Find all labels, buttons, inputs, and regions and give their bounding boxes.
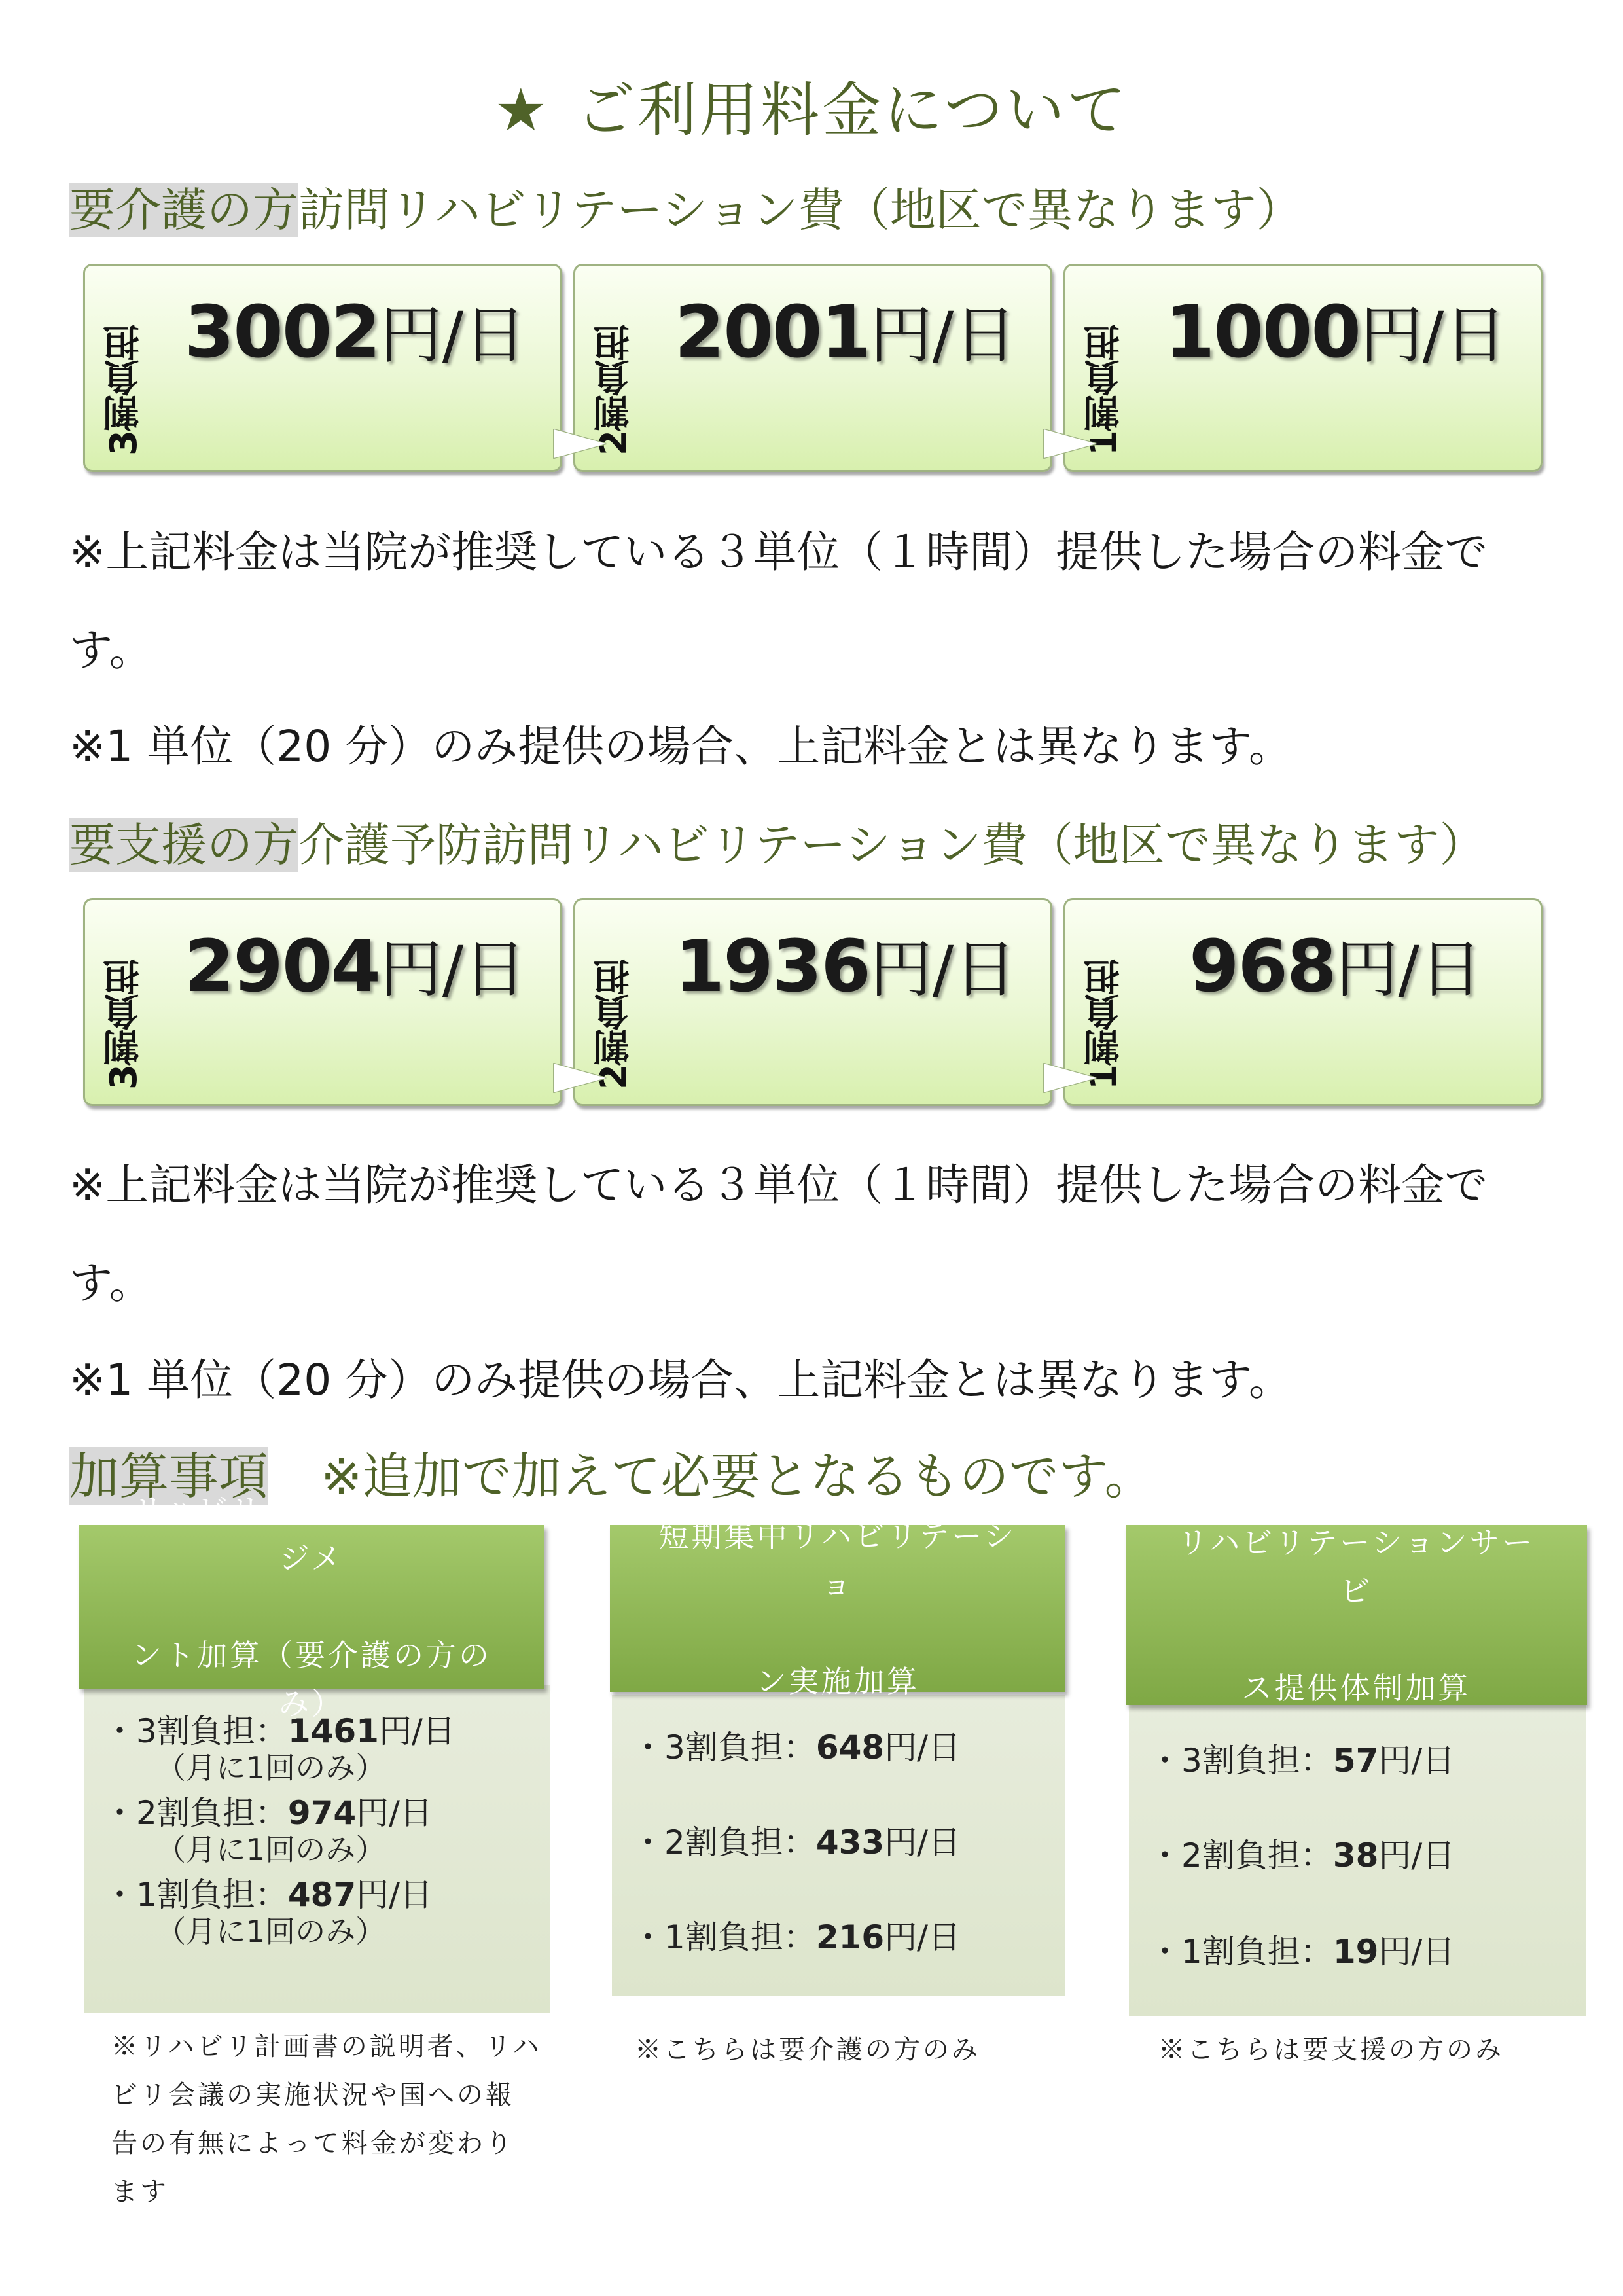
- price-amount: [1137, 920, 1534, 1009]
- addon-card-service-header: [1126, 1525, 1587, 1705]
- addon-item-unit: 円/日: [884, 1918, 961, 1956]
- addon-item-value: 433: [815, 1823, 885, 1861]
- addon-item: [632, 1721, 961, 1768]
- care-note-unit: ※1 単位（20 分）のみ提供の場合、上記料金とは異なります。: [69, 721, 1292, 772]
- addon-item-unit: 円/日: [1378, 1742, 1455, 1780]
- addon-item: [632, 1911, 961, 1958]
- care-section-heading: [69, 173, 1302, 240]
- addon-note-line: 告の有無によって料金が変わり: [111, 2128, 514, 2159]
- rate-label: 2割負担: [593, 325, 635, 456]
- addon-item-value: 648: [815, 1729, 885, 1767]
- addon-item-value: 487: [287, 1876, 357, 1914]
- care-heading-highlight: 要介護の方: [69, 183, 298, 237]
- rate-label: 1割負担: [1083, 960, 1126, 1090]
- care-note-line2: す。: [69, 625, 152, 675]
- arrow-right-icon: [554, 1064, 606, 1092]
- price-number: 1000: [1164, 290, 1360, 374]
- care-note-line1: ※上記料金は当院が推奨している３単位（１時間）提供した場合の料金で: [69, 527, 1488, 577]
- price-amount: [647, 920, 1044, 1009]
- addon-item-unit: 円/日: [1378, 1837, 1455, 1874]
- addon-item-unit: 円/日: [356, 1794, 433, 1832]
- price-number: 1936: [674, 924, 870, 1008]
- addon-card-management-header: [79, 1492, 544, 1721]
- addon-item: [1149, 1734, 1455, 1782]
- addon-card-management-note: [111, 2022, 556, 2216]
- addon-card-intensive-body: [612, 1695, 1065, 1996]
- addon-header-line1: 短期集中リハビリテーショ: [658, 1518, 1017, 1602]
- addons-heading-highlight: 加算事項: [69, 1447, 268, 1505]
- support-note-line1: ※上記料金は当院が推奨している３単位（１時間）提供した場合の料金で: [69, 1160, 1488, 1210]
- addon-note-line: ビリ会議の実施状況や国への報: [111, 2080, 514, 2110]
- rate-label: 2割負担: [593, 960, 635, 1090]
- addon-item-label: ・2割負担：: [103, 1794, 288, 1832]
- support-heading-highlight: 要支援の方: [69, 818, 298, 872]
- addon-card-service-note: [1158, 2026, 1577, 2074]
- addon-item-value: 38: [1332, 1837, 1379, 1874]
- addon-item: [632, 1816, 961, 1863]
- addon-card-intensive-note: [635, 2026, 1054, 2074]
- addon-header-line2: ン実施加算: [756, 1663, 919, 1699]
- addon-item-unit: 円/日: [1378, 1933, 1455, 1971]
- support-note-unit: ※1 単位（20 分）のみ提供の場合、上記料金とは異なります。: [69, 1355, 1292, 1405]
- price-number: 2904: [184, 924, 380, 1008]
- care-heading-rest: 訪問リハビリテーション費（地区で異なります）: [298, 183, 1302, 237]
- price-amount: [157, 285, 554, 375]
- price-amount: [1137, 285, 1534, 375]
- addon-item-value: 216: [815, 1918, 885, 1956]
- addon-item-label: ・3割負担：: [103, 1712, 288, 1750]
- addon-item-label: ・1割負担：: [103, 1876, 288, 1914]
- addon-item-sub: （月に1回のみ）: [156, 1832, 386, 1867]
- price-unit: 円/日: [379, 933, 527, 1006]
- addon-item-value: 57: [1332, 1742, 1379, 1780]
- addon-item-value: 19: [1332, 1933, 1379, 1971]
- arrow-right-icon: [554, 429, 606, 458]
- addon-item-label: ・2割負担：: [1149, 1837, 1333, 1874]
- addon-item-label: ・2割負担：: [632, 1823, 816, 1861]
- support-note-line2: す。: [69, 1258, 152, 1308]
- page-title-text: ご利用料金について: [576, 76, 1129, 145]
- support-price-box-3: [83, 898, 562, 1106]
- price-number: 2001: [674, 290, 870, 374]
- addon-card-intensive-header: [610, 1518, 1065, 1699]
- addon-header-line2: ント加算（要介護の方のみ）: [132, 1638, 491, 1721]
- addon-header-line1: リハビリテーションマネジメ: [133, 1492, 490, 1576]
- addon-header-line1: リハビリテーションサービ: [1177, 1524, 1535, 1609]
- star-icon: ★: [494, 76, 550, 145]
- price-number: 968: [1189, 924, 1336, 1008]
- addon-item-value: 1461: [287, 1712, 379, 1750]
- addon-card-service-body: [1129, 1705, 1586, 2016]
- support-price-box-1: [1063, 898, 1543, 1106]
- price-number: 3002: [184, 290, 380, 374]
- addon-card-management-body: [84, 1685, 550, 2013]
- price-unit: 円/日: [869, 933, 1017, 1006]
- addon-item: [1149, 1829, 1455, 1876]
- addon-item-sub: （月に1回のみ）: [156, 1914, 386, 1949]
- rate-label: 3割負担: [103, 325, 145, 456]
- addon-item-label: ・3割負担：: [1149, 1742, 1333, 1780]
- rate-label: 3割負担: [103, 960, 145, 1090]
- price-amount: [647, 285, 1044, 375]
- addon-item-unit: 円/日: [356, 1876, 433, 1914]
- care-price-box-2: [573, 264, 1052, 472]
- support-heading-rest: 介護予防訪問リハビリテーション費（地区で異なります）: [298, 818, 1486, 872]
- price-unit: 円/日: [1359, 298, 1507, 372]
- addon-item-label: ・1割負担：: [632, 1918, 816, 1956]
- addon-item-label: ・1割負担：: [1149, 1933, 1333, 1971]
- price-unit: 円/日: [1335, 933, 1482, 1006]
- arrow-right-icon: [1044, 429, 1096, 458]
- price-unit: 円/日: [379, 298, 527, 372]
- addon-item-unit: 円/日: [884, 1729, 961, 1767]
- page-title: [0, 62, 1623, 147]
- rate-label: 1割負担: [1083, 325, 1126, 456]
- price-unit: 円/日: [869, 298, 1017, 372]
- addon-note-line: ます: [111, 2177, 169, 2207]
- addon-note-line: ※リハビリ計画書の説明者、リハ: [111, 2032, 542, 2062]
- price-amount: [157, 920, 554, 1009]
- addon-note-line: ※こちらは要支援の方のみ: [1158, 2035, 1504, 2065]
- addon-item-unit: 円/日: [884, 1823, 961, 1861]
- addon-item: [1149, 1926, 1455, 1973]
- addon-note-line: ※こちらは要介護の方のみ: [635, 2035, 980, 2065]
- support-section-heading: [69, 808, 1486, 874]
- addon-item-unit: 円/日: [378, 1712, 455, 1750]
- addon-item-sub: （月に1回のみ）: [156, 1750, 386, 1785]
- support-price-box-2: [573, 898, 1052, 1106]
- addon-item-label: ・3割負担：: [632, 1729, 816, 1767]
- care-price-box-3: [83, 264, 562, 472]
- addon-header-line2: ス提供体制加算: [1241, 1670, 1471, 1706]
- addons-heading-rest: ※追加で加えて必要となるものです。: [321, 1447, 1154, 1505]
- addon-item-value: 974: [287, 1794, 357, 1832]
- arrow-right-icon: [1044, 1064, 1096, 1092]
- care-price-box-1: [1063, 264, 1543, 472]
